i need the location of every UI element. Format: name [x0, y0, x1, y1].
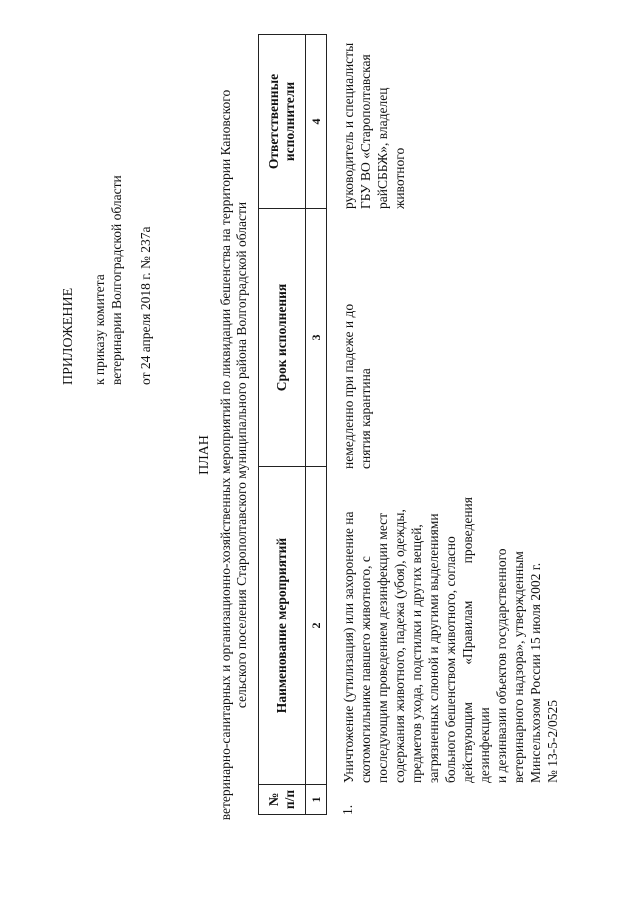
action-line: предметов ухода, подстилки и других вещей,	[409, 524, 424, 783]
plan-subtitle-line: ветеринарно-санитарных и организационно-хозяйственных мероприятий по ликвидации бешенства на территории Кановского	[218, 89, 233, 821]
column-number: 2	[306, 467, 327, 785]
attachment-heading: ПРИЛОЖЕНИЕ	[61, 287, 76, 385]
responsible-line: руководитель и специалисты	[341, 42, 356, 209]
action-line: скотомогильнике павшего животного, с	[358, 556, 373, 783]
attachment-block	[60, 85, 154, 385]
action-line: последующим проведением дезинфекции мест	[375, 512, 390, 783]
column-number: 3	[306, 209, 327, 467]
term-line: снятия карантина	[358, 368, 373, 469]
action-line: и дезинвазии объектов государственного	[494, 548, 509, 783]
row-term	[340, 239, 374, 469]
header-text: п/п	[282, 789, 297, 810]
action-line: больного бешенством животного, согласно	[443, 536, 458, 783]
action-line: Минсельхозом России 15 июля 2002 г.	[528, 562, 543, 783]
action-line: содержания животного, падежа (убоя), одежды,	[392, 509, 407, 783]
column-number: 4	[306, 35, 327, 209]
header-action: Наименование мероприятий	[259, 467, 306, 785]
row-responsible	[340, 39, 408, 209]
plan-title: ПЛАН	[197, 435, 212, 475]
header-responsible	[259, 35, 306, 209]
attachment-line: ветеринарии Волгоградской области	[109, 175, 124, 385]
header-term: Срок исполнения	[259, 209, 306, 467]
action-line: ветеринарного надзора», утвержденным	[511, 551, 526, 783]
responsible-line: райСББЖ», владелец	[375, 87, 390, 209]
action-line: Уничтожение (утилизация) или захоронение на	[341, 511, 356, 783]
header-number	[259, 785, 306, 815]
plan-table	[258, 34, 327, 815]
row-action	[340, 497, 561, 783]
table-header-row	[259, 35, 306, 815]
table-row	[340, 35, 560, 815]
responsible-line: животного	[392, 147, 407, 209]
column-number: 1	[306, 785, 327, 815]
responsible-line: ГБУ ВО «Старополтавская	[358, 54, 373, 209]
header-text: исполнители	[282, 81, 297, 162]
action-line: загрязненных слюной и другими выделениями	[426, 513, 441, 783]
header-text: Ответственные	[266, 73, 281, 170]
action-line: действующим «Правилам проведения дезинфекции	[460, 497, 492, 783]
header-text: №	[266, 792, 281, 807]
attachment-line: к приказу комитета	[92, 274, 107, 385]
row-number: 1.	[340, 804, 355, 815]
term-line: немедленно при падеже и до	[341, 303, 356, 469]
plan-header	[196, 65, 250, 845]
plan-subtitle-line: сельского поселения Старополтавского муниципального района Волгоградской области	[234, 201, 249, 709]
action-line: № 13-5-2/0525	[545, 700, 560, 783]
attachment-date: от 24 апреля 2018 г. № 237а	[138, 226, 153, 385]
table-number-row	[306, 35, 327, 815]
